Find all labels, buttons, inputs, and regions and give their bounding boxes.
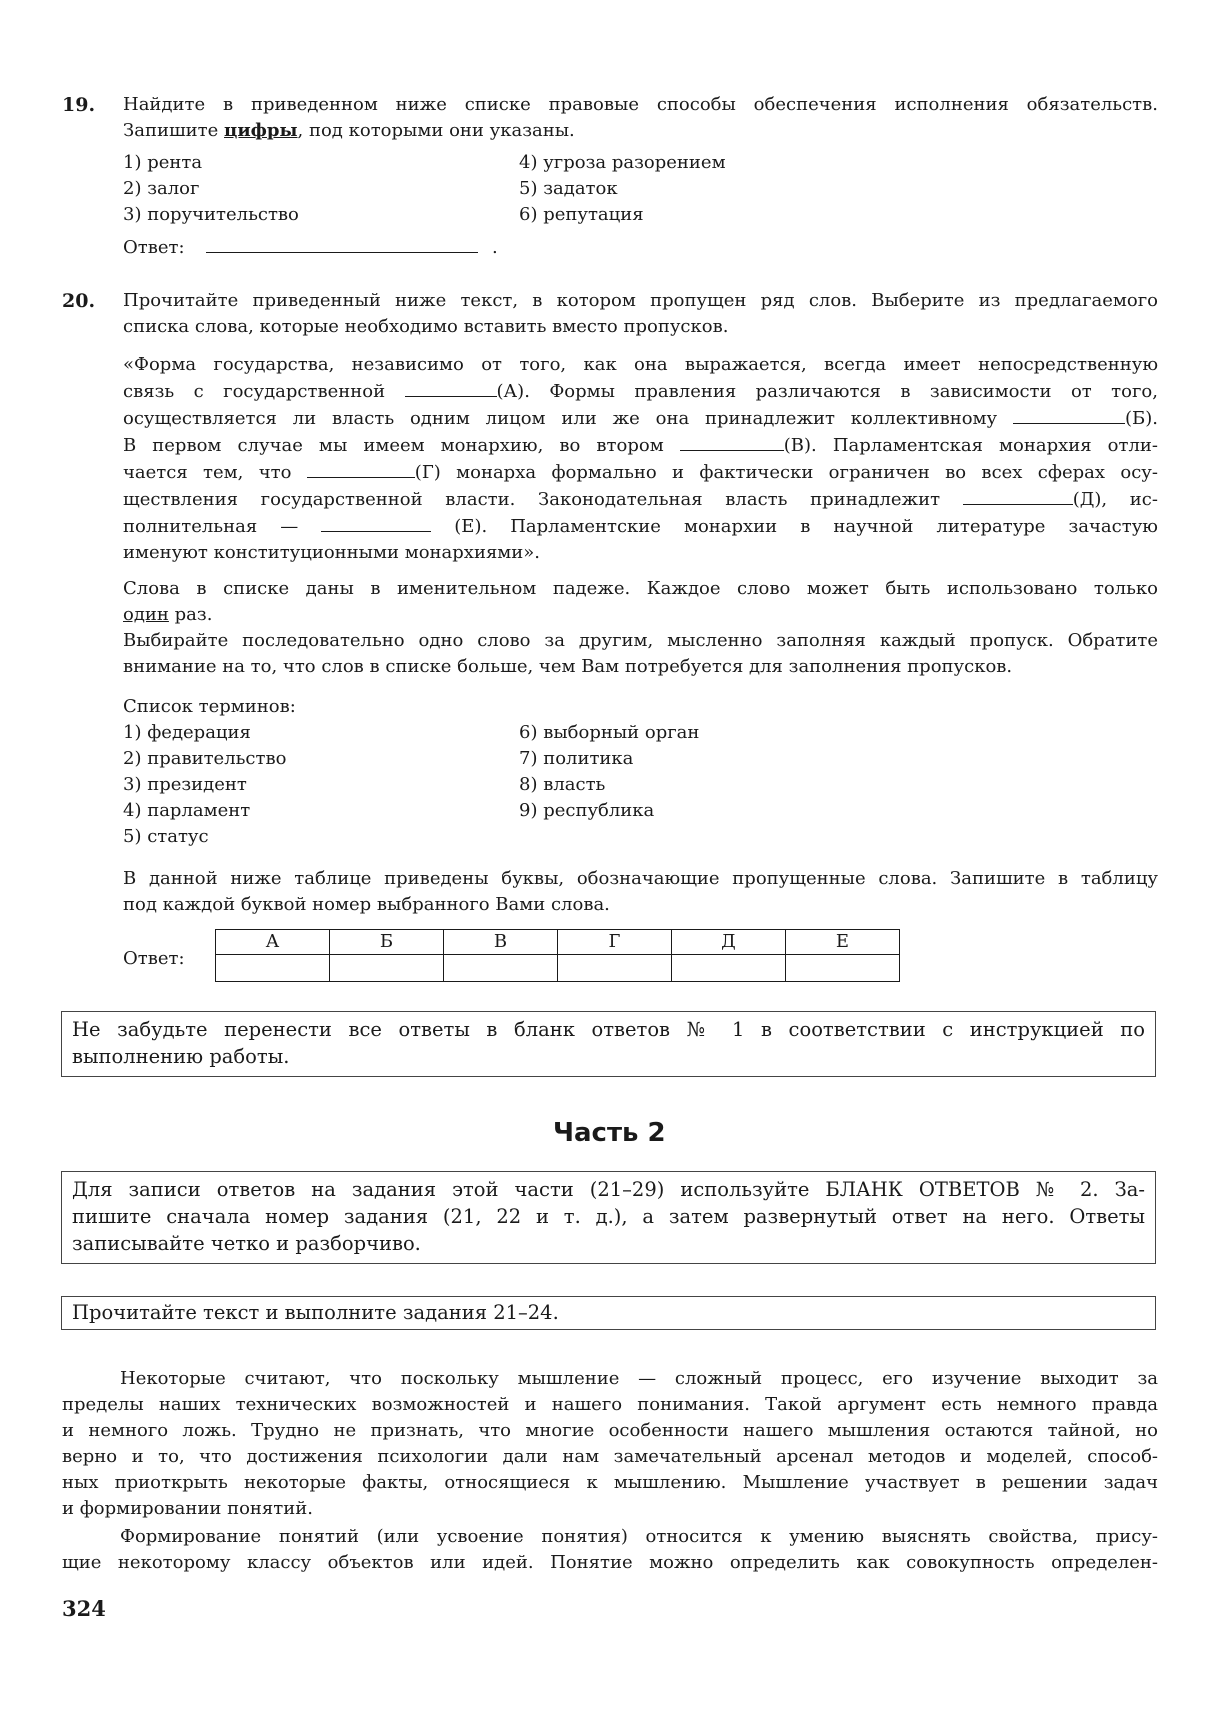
- header-cell-e: Е: [786, 930, 900, 955]
- answer-cell-b[interactable]: [330, 955, 444, 982]
- option-6: 6) репутация: [519, 204, 644, 225]
- blank-b: [1013, 405, 1125, 424]
- header-cell-b: Б: [330, 930, 444, 955]
- question-19-line-1: Найдите в приведенном ниже списке правовые способы обеспечения исполнения обязательств.: [123, 94, 1158, 115]
- reminder-box: Не забудьте перенести все ответы в бланк ответов № 1 в соответствии с инструкцией по выполнению работы.: [61, 1011, 1156, 1077]
- passage-paragraph-1: Некоторые считают, что поскольку мышление — сложный процесс, его изучение выходит за пределы наших технических возможностей и нашего понимания. Такой аргумент есть немного правда и немного ложь. Трудно не признать, что многие особенности нашего мышления остаются тайной, но верно и то, что достижения психологии дали нам замечательный арсенал методов и моделей, способ- ных приоткрыть некоторые факты, относящиеся к мышлению. Мышление участвует в решении задач и формировании понятий.: [62, 1368, 1158, 1519]
- answer-cell-e[interactable]: [786, 955, 900, 982]
- option-2: 2) залог: [123, 178, 200, 199]
- term-4: 4) парламент: [123, 800, 251, 821]
- question-19-options-right: [519, 150, 726, 228]
- blank-d: [963, 486, 1073, 505]
- question-20-intro: Прочитайте приведенный ниже текст, в котором пропущен ряд слов. Выберите из предлагаемого списка слова, которые необходимо вставить вместо пропусков.: [123, 290, 1158, 337]
- emphasis-digits: цифры: [224, 120, 298, 141]
- term-7: 7) политика: [519, 748, 634, 769]
- terms-title: Список терминов:: [123, 696, 296, 717]
- question-19-number: 19.: [62, 94, 96, 116]
- term-5: 5) статус: [123, 826, 209, 847]
- terms-list-right: [519, 720, 699, 824]
- option-4: 4) угроза разорением: [519, 152, 726, 173]
- term-9: 9) республика: [519, 800, 655, 821]
- answer-table: [215, 929, 900, 982]
- answer-label-20: Ответ:: [123, 948, 185, 969]
- page-number: 324: [62, 1596, 106, 1621]
- question-19-answer-field[interactable]: [206, 234, 478, 253]
- passage-paragraph-2: Формирование понятий (или усвоение понятия) относится к умению выяснять свойства, прису- щие некоторому классу объектов или идей. Понятие можно определить как совокупность определен-: [62, 1526, 1158, 1573]
- question-20-number: 20.: [62, 290, 96, 312]
- term-6: 6) выборный орган: [519, 722, 700, 743]
- read-text-box: Прочитайте текст и выполните задания 21–24.: [61, 1296, 1156, 1330]
- blank-e: [321, 513, 431, 532]
- option-5: 5) задаток: [519, 178, 618, 199]
- header-cell-v: В: [444, 930, 558, 955]
- blank-g: [307, 459, 415, 478]
- option-3: 3) поручительство: [123, 204, 299, 225]
- header-cell-d: Д: [672, 930, 786, 955]
- terms-list-left: [123, 720, 286, 850]
- answer-label: Ответ:: [123, 237, 185, 258]
- term-3: 3) президент: [123, 774, 247, 795]
- part-2-heading: Часть 2: [553, 1118, 666, 1148]
- answer-cell-v[interactable]: [444, 955, 558, 982]
- blank-a: [405, 378, 497, 397]
- question-19-prompt: [123, 92, 1158, 144]
- answer-cell-d[interactable]: [672, 955, 786, 982]
- answer-table-input-row: [216, 955, 900, 982]
- table-instructions: В данной ниже таблице приведены буквы, обозначающие пропущенные слова. Запишите в таблицу под каждой буквой номер выбранного Вами слова.: [123, 868, 1158, 915]
- answer-table-header-row: [216, 930, 900, 955]
- part-2-instructions-box: Для записи ответов на задания этой части (21–29) используйте БЛАНК ОТВЕТОВ № 2. За- пишите сначала номер задания (21, 22 и т. д.), а затем развернутый ответ на него. Ответы записывайте четко и разборчиво.: [61, 1171, 1156, 1264]
- term-8: 8) власть: [519, 774, 606, 795]
- header-cell-a: А: [216, 930, 330, 955]
- question-20-instructions: Слова в списке даны в именительном падеже. Каждое слово может быть использовано только один раз. Выбирайте последовательно одно слово за другим, мысленно заполняя каждый пропуск. Обратите внимание на то, что слов в списке больше, чем Вам потребуется для заполнения пропусков.: [123, 578, 1158, 677]
- question-20-quote: «Форма государства, независимо от того, как она выражается, всегда имеет непосредственную связь с государственной (А). Формы правления различаются в зависимости от того, осуществляется ли власть одним лицом или же она принадлежит коллективному (Б). В первом случае мы имеем монархию, во втором (В). Парламентская монархия отли- чается тем, что (Г) монарха формально и фактически ограничен во всех сферах осу- ществления государственной власти. Законодательная власть принадлежит (Д), ис- полнительная — (Е). Парламентские монархии в научной литературе зачастую именуют конституционными монархиями».: [123, 354, 1158, 563]
- blank-v: [680, 432, 784, 451]
- term-2: 2) правительство: [123, 748, 287, 769]
- question-19-line-2: Запишите цифры, под которыми они указаны.: [123, 120, 575, 141]
- question-19-answer-row: Ответ: .: [123, 234, 498, 261]
- header-cell-g: Г: [558, 930, 672, 955]
- question-19-options-left: [123, 150, 299, 228]
- emphasis-once: один: [123, 604, 169, 625]
- term-1: 1) федерация: [123, 722, 251, 743]
- answer-cell-a[interactable]: [216, 955, 330, 982]
- option-1: 1) рента: [123, 152, 203, 173]
- answer-cell-g[interactable]: [558, 955, 672, 982]
